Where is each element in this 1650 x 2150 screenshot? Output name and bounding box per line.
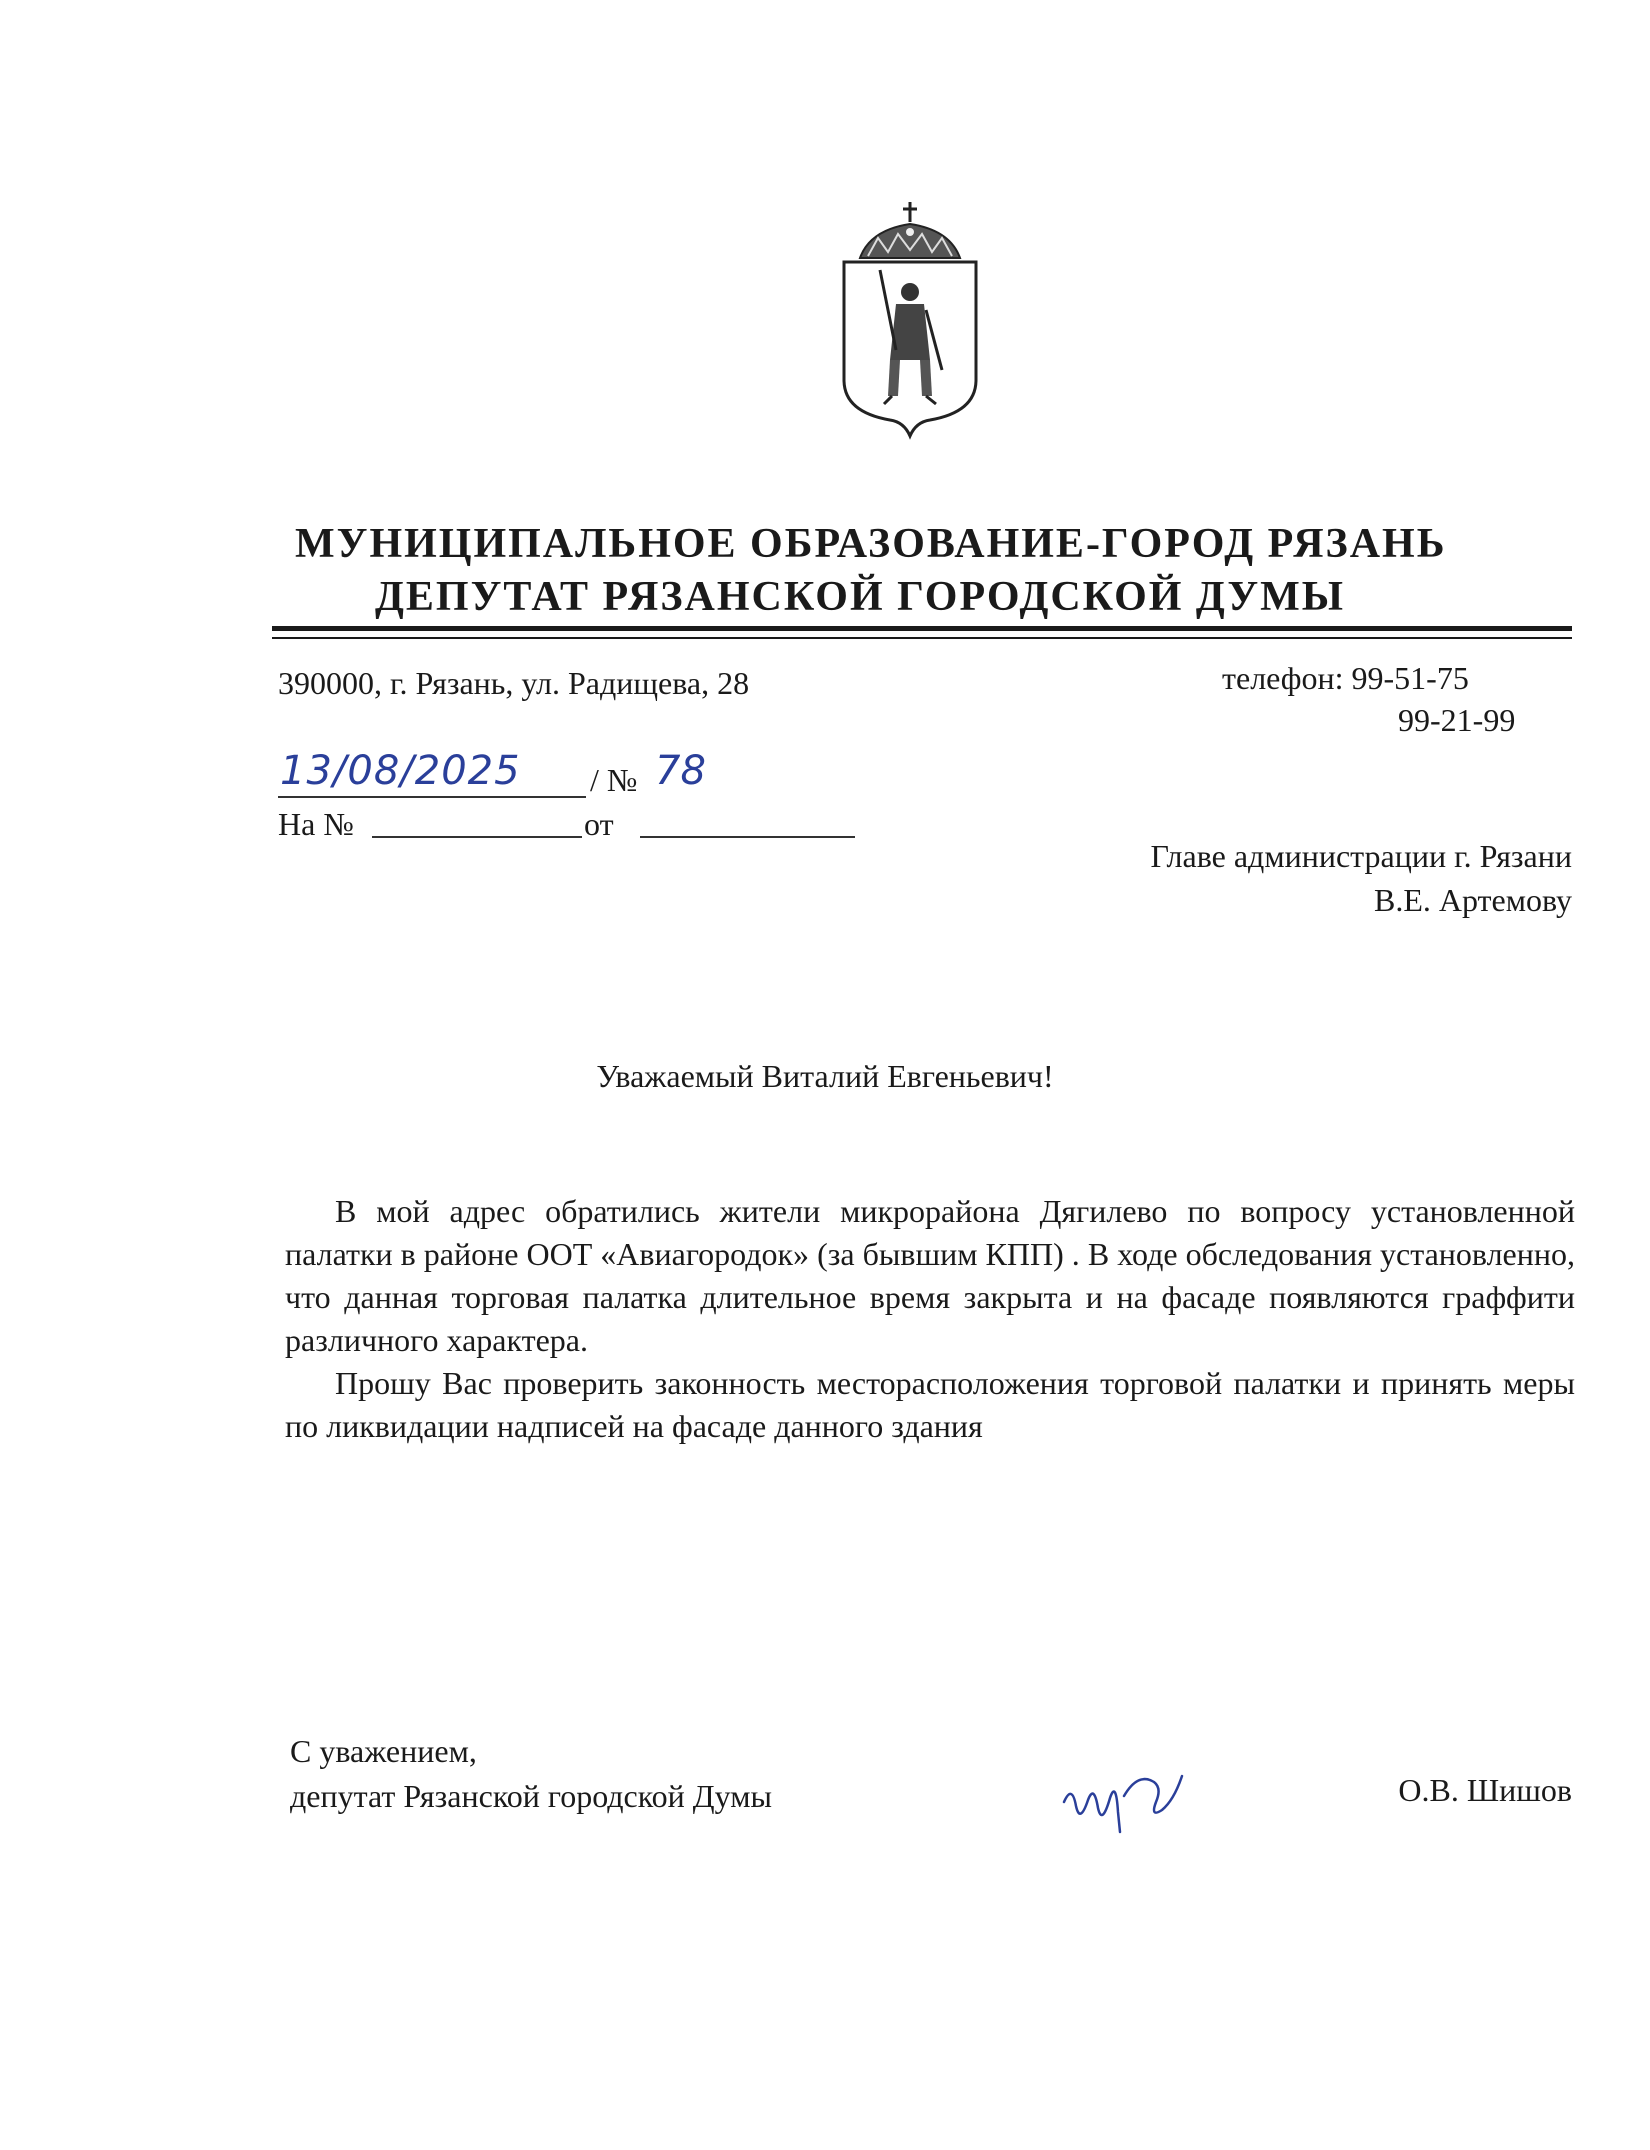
body-paragraph: Прошу Вас проверить законность месторасположения торговой палатки и принять меры по ликвидации надписей на фасаде данного здания	[285, 1365, 1575, 1444]
letter-body	[285, 1190, 1575, 1448]
handwritten-number: 78	[655, 748, 706, 794]
reference-date-label: от	[584, 806, 614, 842]
handwritten-date: 13/08/2025	[280, 748, 521, 794]
signer-name: О.В. Шишов	[1398, 1772, 1572, 1808]
reference-number-blank	[372, 836, 582, 838]
phone-primary: телефон: 99-51-75	[1222, 660, 1469, 696]
salutation: Уважаемый Виталий Евгеньевич!	[596, 1058, 1054, 1094]
addressee-name: В.Е. Артемову	[1373, 882, 1572, 918]
closing-phrase: С уважением,	[290, 1733, 477, 1769]
deputy-title: ДЕПУТАТ РЯЗАНСКОЙ ГОРОДСКОЙ ДУМЫ	[375, 574, 1346, 620]
body-paragraph: В мой адрес обратились жители микрорайона Дягилево по вопросу установленной палатки в районе ООТ «Авиагородок» (за бывшим КПП) . В ходе обследования установленно, что данная торговая палатка длительное время закрыта и на фасаде появляются граффити различного характера.	[285, 1193, 1575, 1358]
reference-date-blank	[640, 836, 855, 838]
signature-icon	[1058, 1762, 1198, 1842]
reference-number-label: На №	[278, 806, 354, 842]
phone-secondary: 99-21-99	[1398, 702, 1516, 738]
header-rule-thin	[272, 637, 1572, 639]
header-rule	[272, 626, 1572, 631]
sender-address: 390000, г. Рязань, ул. Радищева, 28	[278, 665, 750, 701]
coat-of-arms-icon	[830, 200, 990, 440]
organization-title: МУНИЦИПАЛЬНОЕ ОБРАЗОВАНИЕ-ГОРОД РЯЗАНЬ	[295, 521, 1447, 567]
addressee-position: Главе администрации г. Рязани	[1150, 838, 1572, 874]
signer-position: депутат Рязанской городской Думы	[290, 1778, 772, 1814]
outgoing-number-label: / №	[590, 762, 638, 798]
